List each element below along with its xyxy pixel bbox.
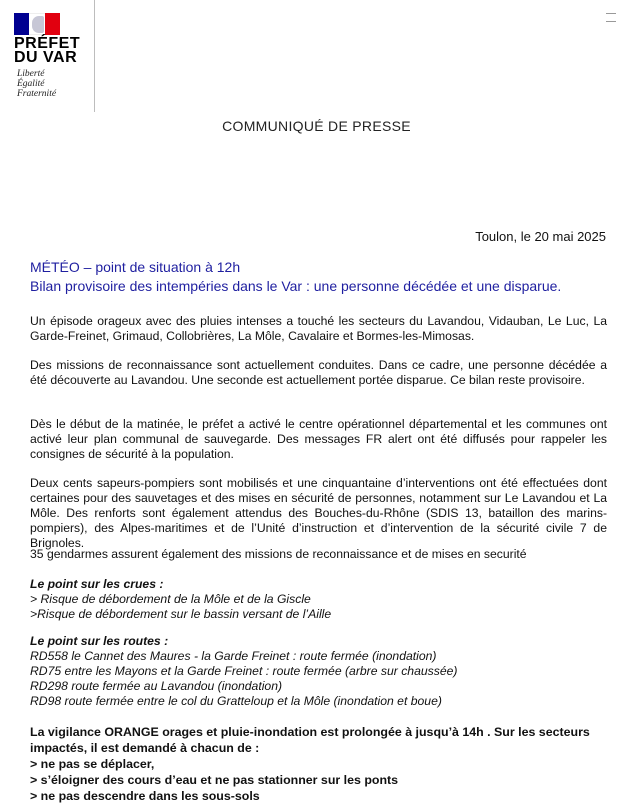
date-line: Toulon, le 20 mai 2025 xyxy=(475,229,606,244)
paragraph-3: Dès le début de la matinée, le préfet a activé le centre opérationnel départemental et les communes ont activé leur plan communal de sauvegarde. Des messages FR alert ont été diffusés pour rappeler les consignes de sécurité à la population. xyxy=(30,417,607,461)
route-item: RD98 route fermée entre le col du Gratteloup et la Môle (inondation et boue) xyxy=(30,694,442,708)
paragraph-5: 35 gendarmes assurent également des missions de reconnaissance et de mises en securité xyxy=(30,547,527,561)
crues-item: >Risque de débordement sur le bassin versant de l’Aille xyxy=(30,607,332,621)
prefecture-name: PRÉFET DU VAR xyxy=(14,35,81,66)
marianne-icon xyxy=(32,16,44,33)
vigilance-section xyxy=(30,724,607,804)
routes-section xyxy=(30,634,607,709)
french-flag-logo xyxy=(14,13,60,35)
vigilance-item: > ne pas se déplacer, xyxy=(30,757,155,771)
route-item: RD558 le Cannet des Maures - la Garde Freinet : route fermée (inondation) xyxy=(30,649,437,663)
routes-title: Le point sur les routes : xyxy=(30,634,169,648)
route-item: RD75 entre les Mayons et la Garde Freinet : route fermée (arbre sur chaussée) xyxy=(30,664,458,678)
crues-title: Le point sur les crues : xyxy=(30,577,164,591)
paragraph-4: Deux cents sapeurs-pompiers sont mobilisés et une cinquantaine d’interventions ont été effectuées dont certaines pour des sauvetages et des mises en sécurité de personnes, notamment sur Le Lavandou et La Môle. Des renforts sont également attendus des Bouches-du-Rhône (SDIS 13, bataillon des marins-pompiers), des Alpes-maritimes et de l’Unité d’instruction et d’intervention de la sécurité civile 7 de Brignoles. xyxy=(30,476,607,550)
route-item: RD298 route fermée au Lavandou (inondation) xyxy=(30,679,283,693)
title-line-1: MÉTÉO – point de situation à 12h xyxy=(30,259,241,275)
vigilance-item: > s’éloigner des cours d’eau et ne pas stationner sur les ponts xyxy=(30,773,399,787)
paragraph-1: Un épisode orageux avec des pluies intenses a touché les secteurs du Lavandou, Vidauban, Le Luc, La Garde-Freinet, Grimaud, Collobrières, La Môle, Cavalaire et Bormes-les-Mimosas. xyxy=(30,314,607,343)
title-line-2: Bilan provisoire des intempéries dans le Var : une personne décédée et une disparue. xyxy=(30,278,562,294)
vigilance-text: La vigilance ORANGE orages et pluie-inondation est prolongée à jusqu’à 14h . Sur les secteurs impactés, il est demandé à chacun de : xyxy=(30,725,590,755)
vigilance-item: > ne pas descendre dans les sous-sols xyxy=(30,789,260,803)
crues-section xyxy=(30,577,607,622)
crues-item: > Risque de débordement de la Môle et de la Giscle xyxy=(30,592,311,606)
republic-motto: Liberté Égalité Fraternité xyxy=(17,69,57,99)
paragraph-2: Des missions de reconnaissance sont actuellement conduites. Dans ce cadre, une personne décédée a été découverte au Lavandou. Une seconde est actuellement portée disparue. Ce bilan reste provisoire. xyxy=(30,358,607,387)
page-corner-mark xyxy=(606,13,616,22)
document-heading: COMMUNIQUÉ DE PRESSE xyxy=(222,118,411,134)
logo-divider xyxy=(94,0,95,112)
